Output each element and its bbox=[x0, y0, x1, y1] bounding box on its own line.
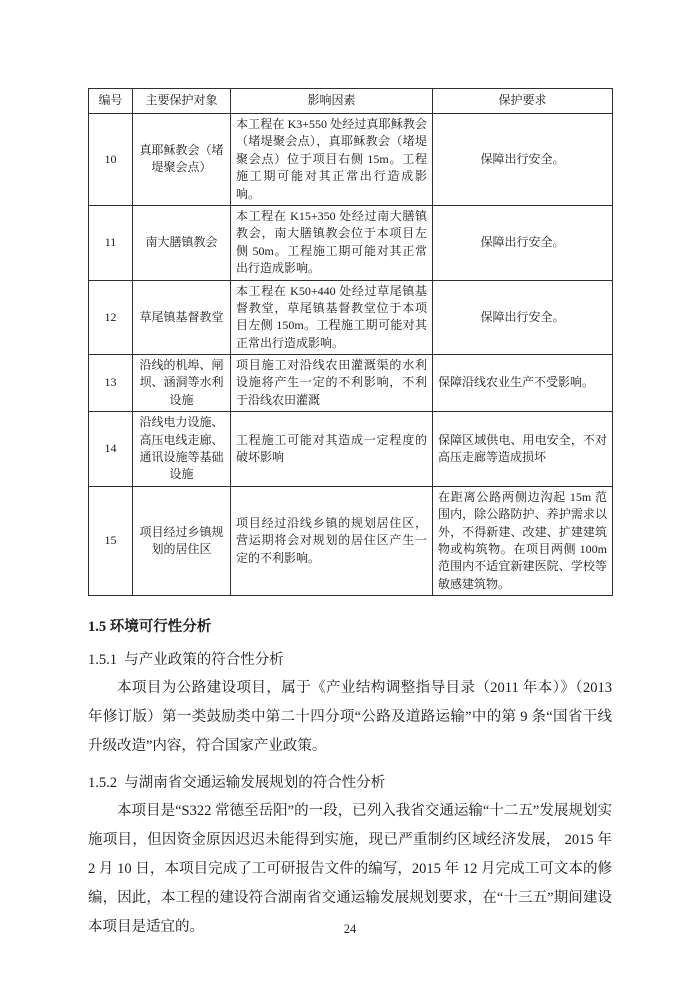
row-id: 10 bbox=[89, 114, 133, 206]
protection-targets-table bbox=[88, 88, 613, 596]
row-id: 13 bbox=[89, 355, 133, 412]
paragraph-industry-policy: 本项目为公路建设项目，属于《产业结构调整指导目录（2011 年本）》（2013 年修订版）第一类鼓励类中第二十四分项“公路及道路运输”中的第 9 条“国省干线升级改造”内容，符合国家产业政策。 bbox=[88, 680, 612, 755]
header-target: 主要保护对象 bbox=[133, 89, 231, 114]
table-row bbox=[89, 412, 613, 487]
table-header-row bbox=[89, 89, 613, 114]
section-heading-1-5-1: 1.5.1 与产业政策的符合性分析 bbox=[88, 652, 284, 669]
row-impact: 项目施工对沿线农田灌溉渠的水利设施将产生一定的不利影响，不利于沿线农田灌溉 bbox=[231, 355, 433, 412]
row-impact: 项目经过沿线乡镇的规划居住区，营运期将会对规划的居住区产生一定的不利影响。 bbox=[231, 486, 433, 595]
row-impact: 本工程在 K15+350 处经过南大膳镇教会，南大膳镇教会位于本项目左侧 50m。工程施工期可能对其正常出行造成影响。 bbox=[231, 205, 433, 280]
table-row bbox=[89, 280, 613, 355]
header-id: 编号 bbox=[89, 89, 133, 114]
row-requirement: 保障沿线农业生产不受影响。 bbox=[433, 355, 613, 412]
row-id: 15 bbox=[89, 486, 133, 595]
row-id: 12 bbox=[89, 280, 133, 355]
row-id: 11 bbox=[89, 205, 133, 280]
row-impact: 本工程在 K50+440 处经过草尾镇基督教堂，草尾镇基督教堂位于本项目左侧 150m。工程施工期可能对其正常出行造成影响。 bbox=[231, 280, 433, 355]
row-requirement: 保障出行安全。 bbox=[433, 114, 613, 206]
table-row bbox=[89, 114, 613, 206]
row-target: 真耶稣教会（堵堤聚会点） bbox=[133, 114, 231, 206]
row-target: 草尾镇基督教堂 bbox=[133, 280, 231, 355]
row-requirement: 保障出行安全。 bbox=[433, 205, 613, 280]
row-target: 沿线的机埠、闸坝、涵洞等水利设施 bbox=[133, 355, 231, 412]
header-requirement: 保护要求 bbox=[433, 89, 613, 114]
section-heading-1-5: 1.5 环境可行性分析 bbox=[88, 619, 212, 636]
row-impact: 本工程在 K3+550 处经过真耶稣教会（堵堤聚会点），真耶稣教会（堵堤聚会点）位于项目右侧 15m。工程施工期可能对其正常出行造成影响。 bbox=[231, 114, 433, 206]
row-id: 14 bbox=[89, 412, 133, 487]
paragraph-transport-plan: 本项目是“S322 常德至岳阳”的一段，已列入我省交通运输“十二五”发展规划实施项目，但因资金原因迟迟未能得到实施，现已严重制约区域经济发展， 2015 年 2 月 10 日，本项目完成了工可研报告文件的编写，2015 年 12 月完成工可文本的修编，因此，本工程的建设符合湖南省交通运输发展规划要求，在“十三五”期间建设本项目是适宜的。 bbox=[88, 803, 612, 936]
row-impact: 工程施工可能对其造成一定程度的破坏影响 bbox=[231, 412, 433, 487]
header-impact: 影响因素 bbox=[231, 89, 433, 114]
table-row bbox=[89, 355, 613, 412]
row-requirement: 保障区域供电、用电安全，不对高压走廊等造成损坏 bbox=[433, 412, 613, 487]
row-target: 沿线电力设施、高压电线走廊、通讯设施等基础设施 bbox=[133, 412, 231, 487]
table-row bbox=[89, 205, 613, 280]
page-number: 24 bbox=[343, 922, 357, 936]
row-requirement: 在距离公路两侧边沟起 15m 范围内，除公路防护、养护需求以外，不得新建、改建、扩建建筑物或构筑物。在项目两侧 100m 范围内不适宜新建医院、学校等敏感建筑物。 bbox=[433, 486, 613, 595]
row-requirement: 保障出行安全。 bbox=[433, 280, 613, 355]
row-target: 南大膳镇教会 bbox=[133, 205, 231, 280]
table-row bbox=[89, 486, 613, 595]
section-heading-1-5-2: 1.5.2 与湖南省交通运输发展规划的符合性分析 bbox=[88, 775, 386, 792]
row-target: 项目经过乡镇规划的居住区 bbox=[133, 486, 231, 595]
